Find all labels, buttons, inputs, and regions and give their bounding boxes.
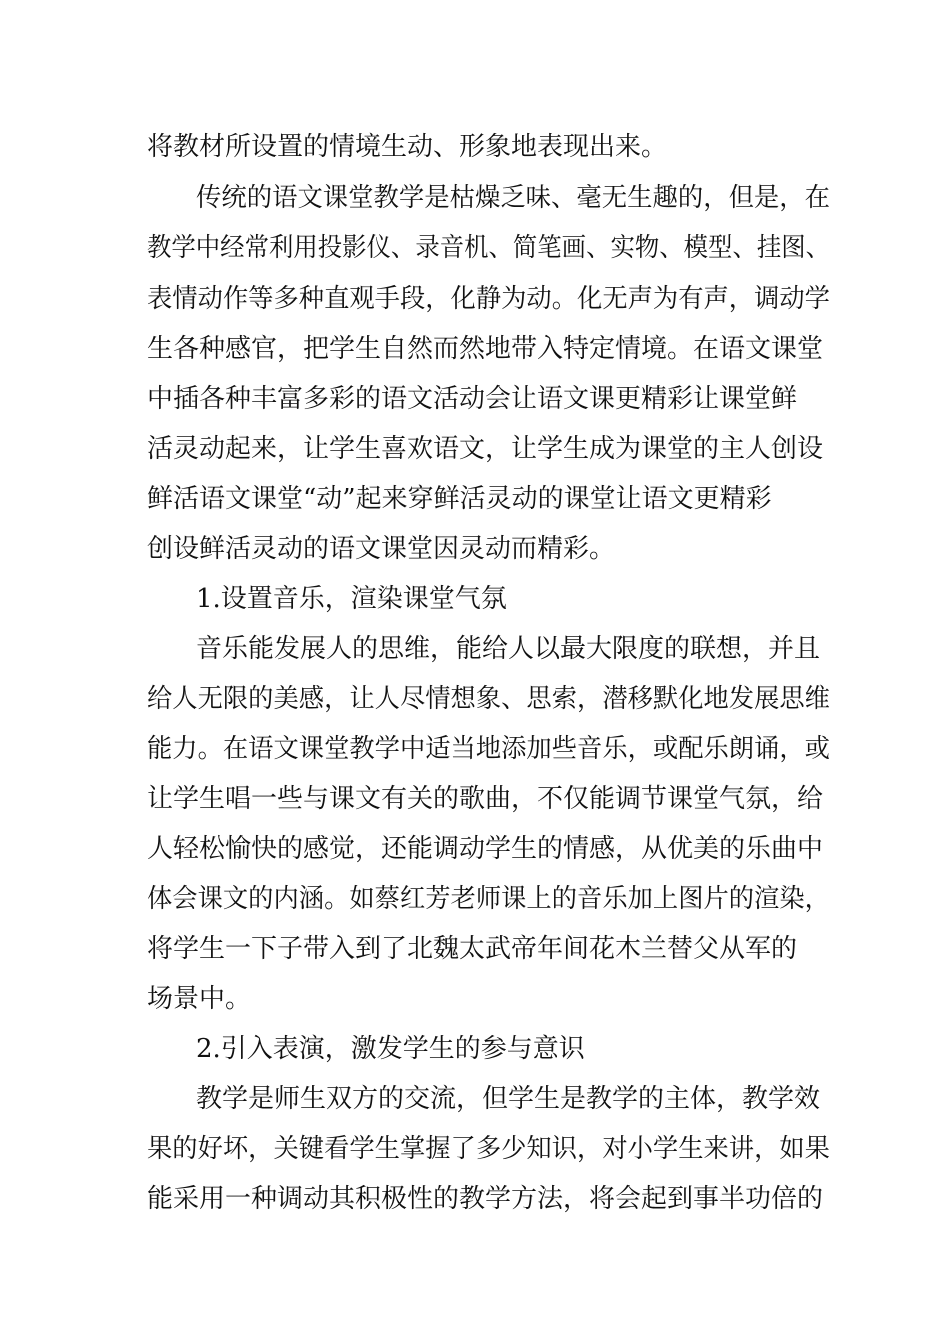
paragraph-start-line: 传统的语文课堂教学是枯燥乏味、毫无生趣的，但是，在 bbox=[196, 183, 831, 213]
paragraph-start-line: 音乐能发展人的思维，能给人以最大限度的联想，并且 bbox=[196, 634, 821, 664]
text-line: 活灵动起来，让学生喜欢语文，让学生成为课堂的主人创设 bbox=[147, 434, 824, 464]
section-heading-2: 2.引入表演，激发学生的参与意识 bbox=[196, 1034, 585, 1064]
text-line: 生各种感官，把学生自然而然地带入特定情境。在语文课堂 bbox=[147, 334, 824, 364]
paragraph-start-line: 教学是师生双方的交流，但学生是教学的主体，教学效 bbox=[196, 1084, 821, 1114]
text-line: 人轻松愉快的感觉，还能调动学生的情感，从优美的乐曲中 bbox=[147, 834, 824, 864]
text-line: 能力。在语文课堂教学中适当地添加些音乐，或配乐朗诵，或 bbox=[147, 734, 830, 764]
text-line: 能采用一种调动其积极性的教学方法，将会起到事半功倍的 bbox=[147, 1184, 824, 1214]
text-line: 中插各种丰富多彩的语文活动会让语文课更精彩让课堂鲜 bbox=[147, 384, 798, 414]
text-line: 果的好坏，关键看学生掌握了多少知识，对小学生来讲，如果 bbox=[147, 1134, 830, 1164]
text-line: 表情动作等多种直观手段，化静为动。化无声为有声，调动学 bbox=[147, 284, 830, 314]
text-line: 鲜活语文课堂“动”起来穿鲜活灵动的课堂让语文更精彩 bbox=[147, 484, 772, 514]
text-line: 体会课文的内涵。如蔡红芳老师课上的音乐加上图片的渲染， bbox=[147, 884, 830, 914]
text-line: 场景中。 bbox=[147, 984, 252, 1014]
text-line: 教学中经常利用投影仪、录音机、简笔画、实物、模型、挂图、 bbox=[147, 233, 831, 263]
text-line: 将学生一下子带入到了北魏太武帝年间花木兰替父从军的 bbox=[147, 934, 798, 964]
text-line: 将教材所设置的情境生动、形象地表现出来。 bbox=[147, 132, 668, 162]
text-line: 让学生唱一些与课文有关的歌曲，不仅能调节课堂气氛，给 bbox=[147, 784, 824, 814]
text-line: 给人无限的美感，让人尽情想象、思索，潜移默化地发展思维 bbox=[147, 684, 830, 714]
section-heading-1: 1.设置音乐，渲染课堂气氛 bbox=[196, 584, 507, 614]
text-line: 创设鲜活灵动的语文课堂因灵动而精彩。 bbox=[147, 534, 616, 564]
